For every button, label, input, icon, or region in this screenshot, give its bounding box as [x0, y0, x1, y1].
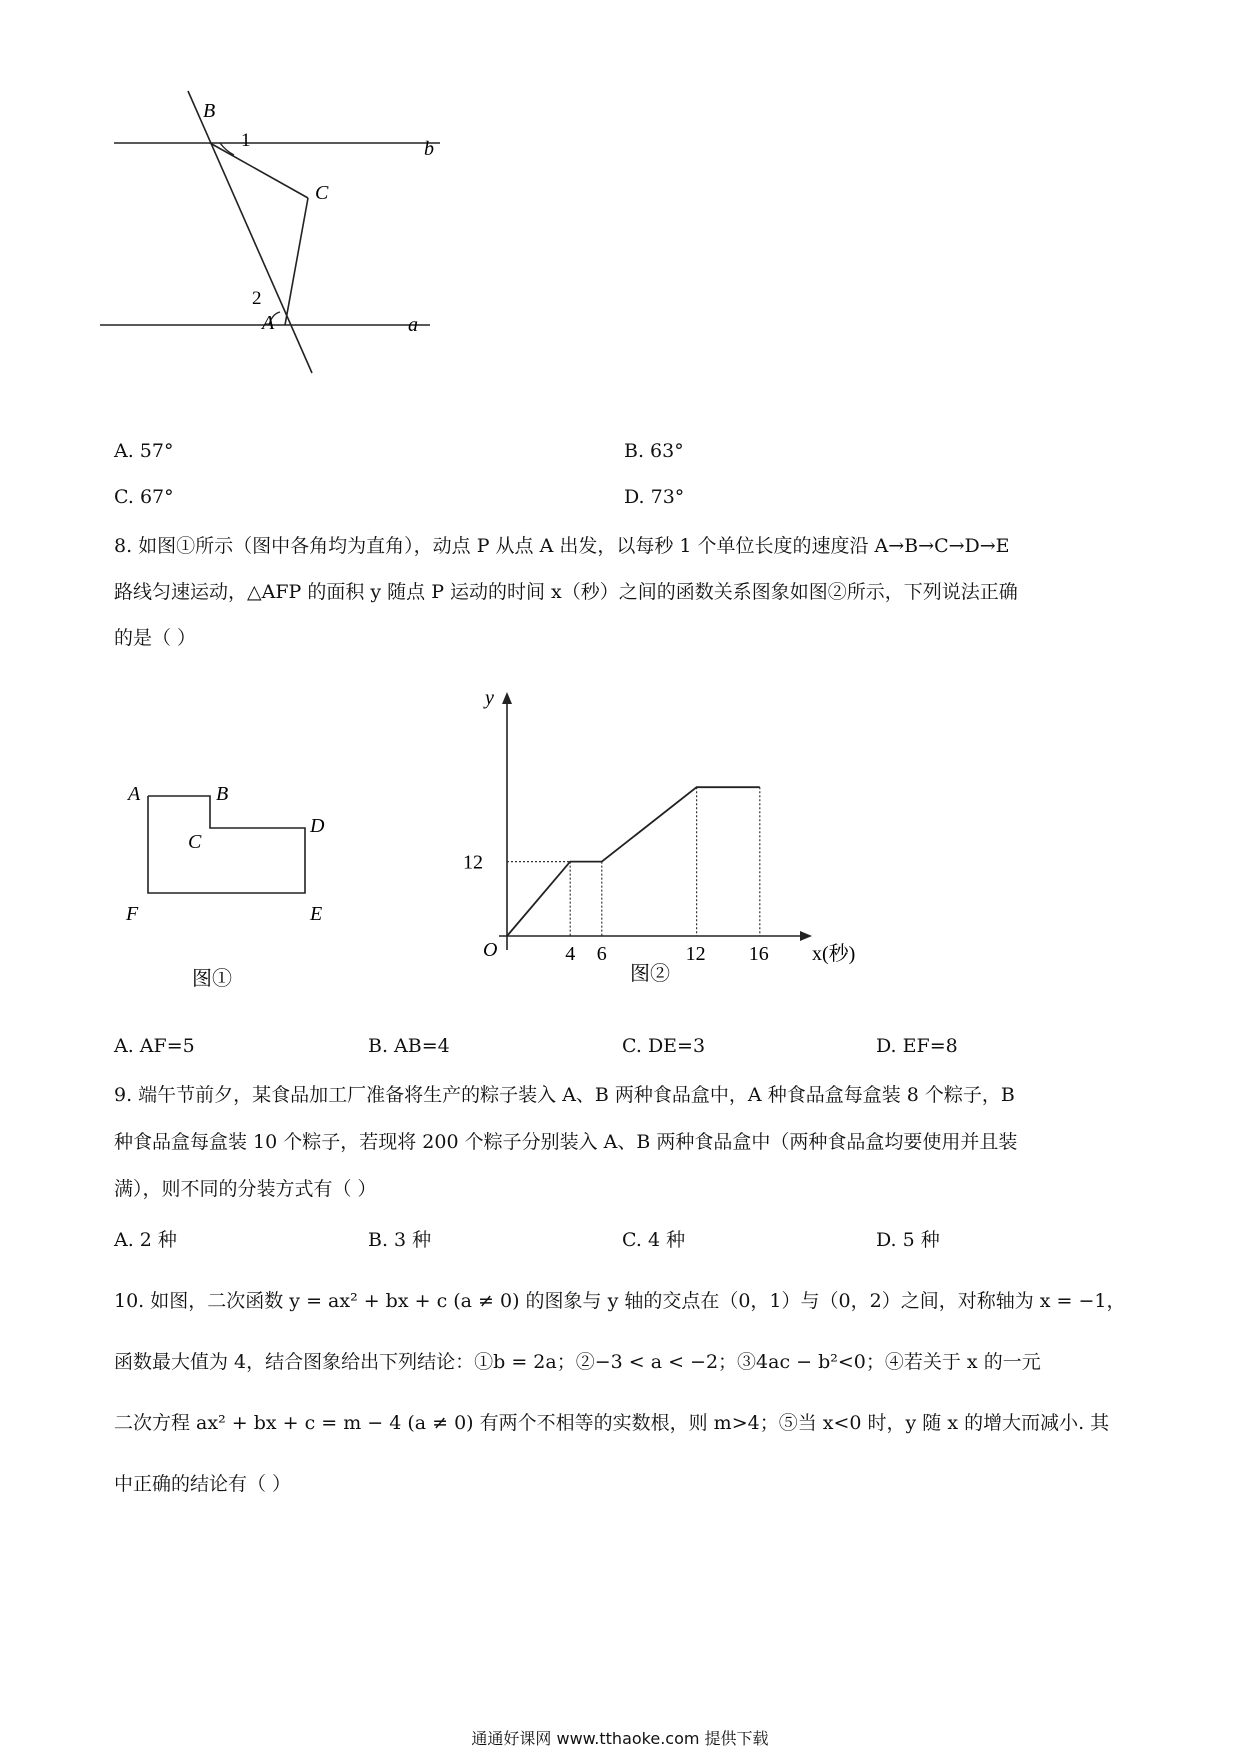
- q9-line-2: 种食品盒每盒装 10 个粽子，若现将 200 个粽子分别装入 A、B 两种食品盒中（两种食品盒均要使用并且装: [114, 1131, 1018, 1153]
- q8-option-c[interactable]: C. DE=3: [622, 1035, 706, 1057]
- x-axis-label: x(秒): [812, 943, 856, 965]
- fig1-label-C: C: [188, 831, 202, 853]
- q7-option-c[interactable]: C. 67°: [114, 486, 174, 508]
- label-1: 1: [241, 130, 251, 151]
- label-A: A: [262, 312, 275, 334]
- y-axis-label: y: [485, 687, 494, 709]
- fig1-label-B: B: [216, 783, 229, 805]
- y-axis-arrow: [502, 692, 512, 704]
- x-tick-label-12: 12: [685, 943, 706, 965]
- q8-option-a[interactable]: A. AF=5: [114, 1035, 195, 1057]
- figure-q8-graph: [440, 680, 860, 1010]
- q8-line-3: 的是（ ）: [114, 627, 197, 649]
- q8-option-d[interactable]: D. EF=8: [876, 1035, 958, 1057]
- q8-line-2: 路线匀速运动，△AFP 的面积 y 随点 P 运动的时间 x（秒）之间的函数关系图象如图②所示，下列说法正确: [114, 581, 1018, 603]
- q8-option-b[interactable]: B. AB=4: [368, 1035, 450, 1057]
- label-2: 2: [252, 288, 262, 309]
- origin-label: O: [483, 939, 498, 961]
- q10-line-3: 二次方程 ax² + bx + c = m − 4 (a ≠ 0) 有两个不相等的实数根，则 m>4；⑤当 x<0 时，y 随 x 的增大而减小. 其: [114, 1412, 1110, 1434]
- x-tick-label-16: 16: [748, 943, 769, 965]
- figure-q7-parallel-lines: [100, 85, 520, 430]
- segment-CA: [285, 198, 308, 325]
- figure-q8-shape: [120, 780, 360, 1000]
- q9-option-a[interactable]: A. 2 种: [114, 1229, 177, 1251]
- q9-option-d[interactable]: D. 5 种: [876, 1229, 940, 1251]
- label-b: b: [424, 138, 434, 160]
- y-tick-label-12: 12: [463, 851, 483, 874]
- x-tick-label-4: 4: [565, 943, 576, 965]
- q10-line-2: 函数最大值为 4，结合图象给出下列结论：①b = 2a；②−3 < a < −2；③4ac − b²<0；④若关于 x 的一元: [114, 1351, 1041, 1373]
- fig1-label-A: A: [128, 783, 141, 805]
- label-B: B: [203, 100, 216, 122]
- q9-option-c[interactable]: C. 4 种: [622, 1229, 686, 1251]
- x-tick-label-6: 6: [596, 943, 607, 965]
- fig2-caption: 图②: [630, 963, 670, 985]
- q7-option-b[interactable]: B. 63°: [624, 440, 684, 462]
- page-footer: 通通好课网 www.tthaoke.com 提供下载: [471, 1729, 769, 1748]
- fig1-label-D: D: [310, 815, 325, 837]
- q10-line-4: 中正确的结论有（ ）: [114, 1473, 292, 1495]
- segment-BC: [210, 143, 308, 198]
- fig1-caption: 图①: [192, 968, 232, 990]
- q7-option-d[interactable]: D. 73°: [624, 486, 685, 508]
- fig1-label-F: F: [126, 903, 139, 925]
- label-C: C: [315, 182, 329, 204]
- label-a: a: [408, 314, 418, 336]
- x-axis-arrow: [800, 931, 812, 941]
- polygon-ABCDEF: [148, 796, 305, 893]
- fig1-label-E: E: [310, 903, 323, 925]
- q10-line-1: 10. 如图，二次函数 y = ax² + bx + c (a ≠ 0) 的图象与 y 轴的交点在（0，1）与（0，2）之间，对称轴为 x = −1，: [114, 1290, 1126, 1312]
- q9-line-1: 9. 端午节前夕，某食品加工厂准备将生产的粽子装入 A、B 两种食品盒中，A 种食品盒每盒装 8 个粽子，B: [114, 1084, 1015, 1106]
- q8-line-1: 8. 如图①所示（图中各角均为直角），动点 P 从点 A 出发，以每秒 1 个单位长度的速度沿 A→B→C→D→E: [114, 535, 1010, 557]
- q9-option-b[interactable]: B. 3 种: [368, 1229, 432, 1251]
- q7-option-a[interactable]: A. 57°: [114, 440, 174, 462]
- q9-line-3: 满），则不同的分装方式有（ ）: [114, 1178, 377, 1200]
